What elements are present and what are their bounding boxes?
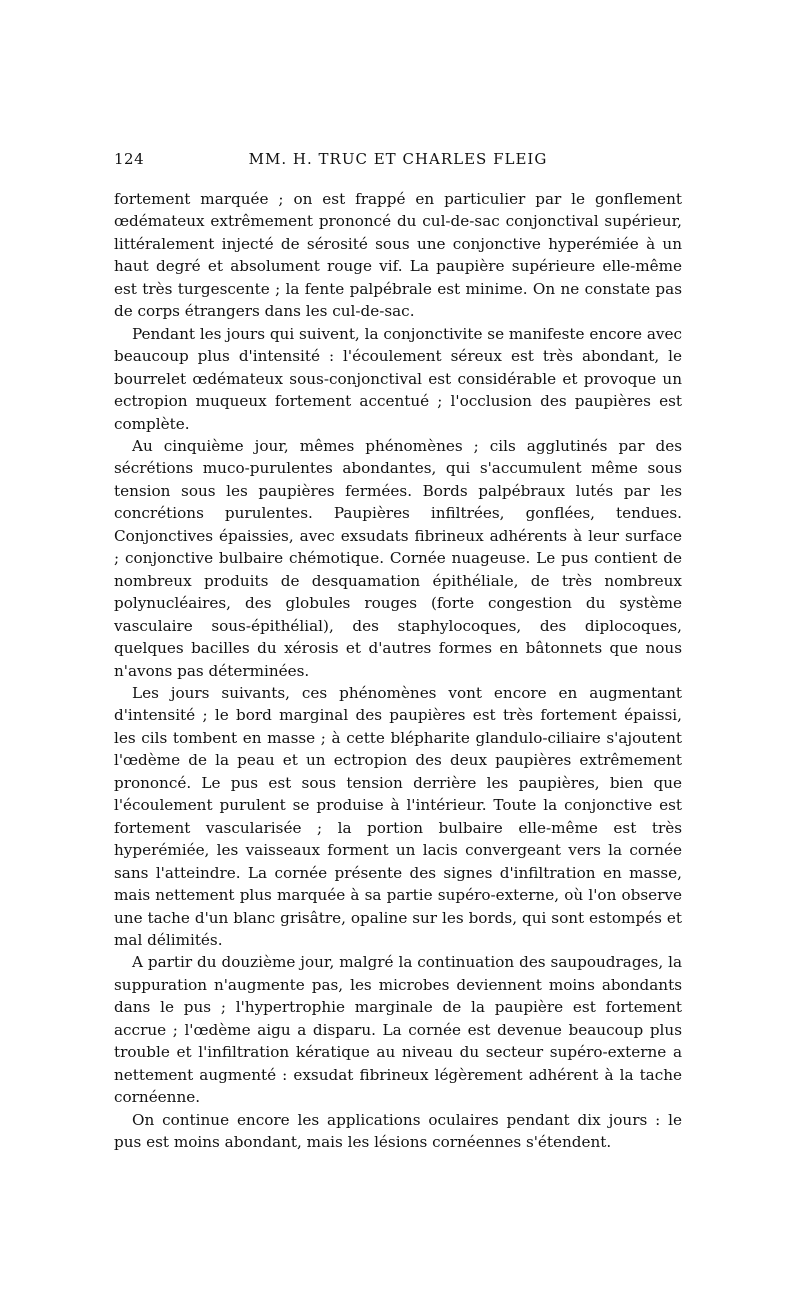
paragraph: Les jours suivants, ces phénomènes vont encore en augmentant d'intensité ; le bord marginal des paupières est très fortement épaissi, les cils tombent en masse ; à cette blépharite glandulo-ciliaire s'ajoutent l'œdème de la peau et un ectropion des deux paupières extrêmement prononcé. Le pus est sous tension derrière les paupières, bien que l'écoulement purulent se produise à l'intérieur. Toute la conjonctive est fortement vascularisée ; la portion bulbaire elle-même est très hyperémiée, les vaisseaux forment un lacis convergeant vers la cornée sans l'atteindre. La cornée présente des signes d'infiltration en masse, mais nettement plus marquée à sa partie supéro-externe, où l'on observe une tache d'un blanc grisâtre, opaline sur les bords, qui sont estompés et mal délimités. [114,683,682,949]
page-number: 124 [114,150,145,168]
running-title: MM. H. TRUC ET CHARLES FLEIG [248,150,548,168]
paragraph: On continue encore les applications oculaires pendant dix jours : le pus est moins abondant, mais les lésions cornéennes s'étendent. [114,1110,682,1152]
running-header [114,146,682,176]
paragraph: fortement marquée ; on est frappé en particulier par le gonflement œdémateux extrêmement prononcé du cul-de-sac conjonctival supérieur, littéralement injecté de sérosité sous une conjonctive hyperémiée à un haut degré et absolument rouge vif. La paupière supérieure elle-même est très turgescente ; la fente palpébrale est minime. On ne constate pas de corps étrangers dans les cul-de-sac. [114,190,682,321]
body-text [114,188,682,1153]
paragraph: Au cinquième jour, mêmes phénomènes ; cils agglutinés par des sécrétions muco-purulentes abondantes, qui s'accumulent même sous tension sous les paupières fermées. Bords palpébraux lutés par les concrétions purulentes. Paupières infiltrées, gonflées, tendues. Conjonctives épaissies, avec exsudats fibrineux adhérents à leur surface ; conjonctive bulbaire chémotique. Cornée nuageuse. Le pus contient de nombreux produits de desquamation épithéliale, de très nombreux polynucléaires, des globules rouges (forte congestion du système vasculaire sous-épithélial), des staphylocoques, des diplocoques, quelques bacilles du xérosis et d'autres formes en bâtonnets que nous n'avons pas déterminées. [114,436,682,680]
paragraph: A partir du douzième jour, malgré la continuation des saupoudrages, la suppuration n'augmente pas, les microbes deviennent moins abondants dans le pus ; l'hypertrophie marginale de la paupière est fortement accrue ; l'œdème aigu a disparu. La cornée est devenue beaucoup plus trouble et l'infiltration kératique au niveau du secteur supéro-externe a nettement augmenté : exsudat fibrineux légèrement adhérent à la tache cornéenne. [114,953,682,1107]
book-page [114,146,682,1153]
paragraph: Pendant les jours qui suivent, la conjonctivite se manifeste encore avec beaucoup plus d'intensité : l'écoulement séreux est très abondant, le bourrelet œdémateux sous-conjonctival est considérable et provoque un ectropion muqueux fortement accentué ; l'occlusion des paupières est complète. [114,324,682,433]
